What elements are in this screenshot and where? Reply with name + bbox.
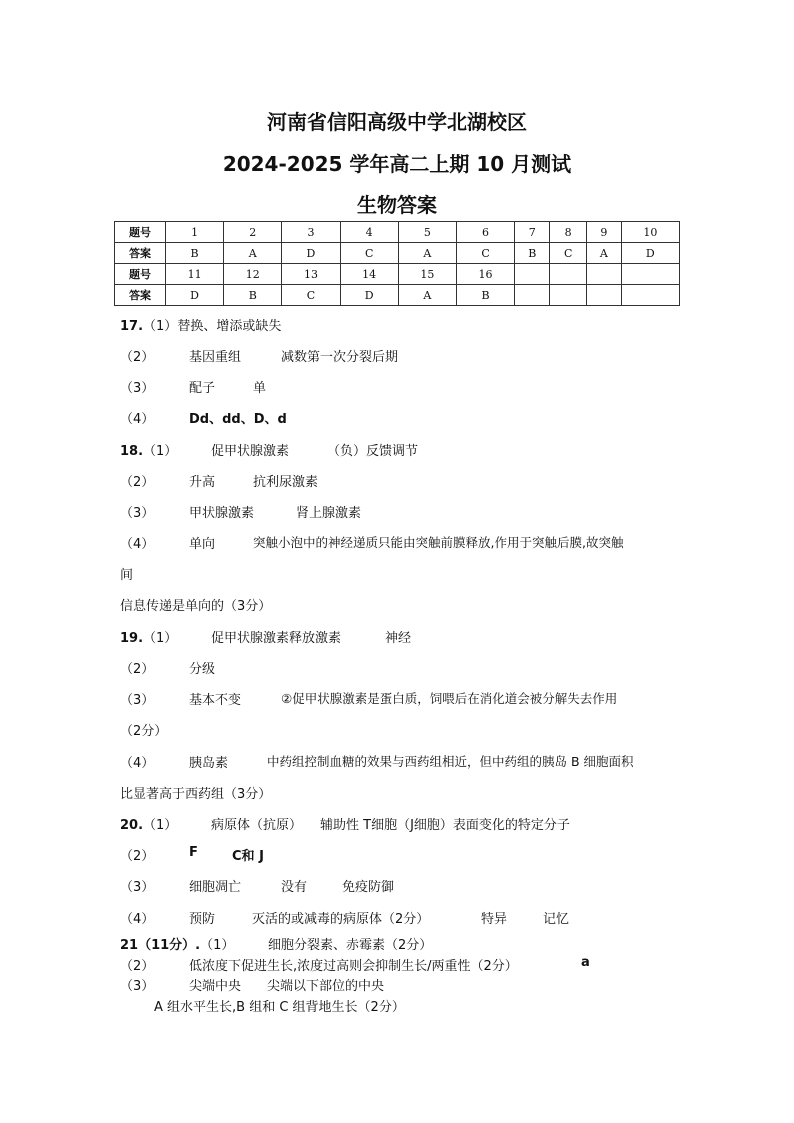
answer-text: 辅助性 T细胞（J细胞）表面变化的特定分子: [320, 818, 570, 833]
q21-part1: [120, 934, 433, 953]
answer-table: [114, 221, 680, 306]
table-cell: [550, 285, 587, 306]
part-label: （4）: [120, 537, 155, 552]
answer-text: C和 J: [232, 849, 264, 864]
table-row: [115, 243, 680, 264]
q20-part4: [120, 908, 570, 927]
table-cell: C: [456, 243, 514, 264]
row-label: 题号: [115, 264, 166, 285]
table-cell: 13: [282, 264, 340, 285]
table-cell: 16: [456, 264, 514, 285]
answer-text: 胰岛素: [189, 756, 229, 771]
q21-part2: [120, 955, 590, 974]
table-cell: 3: [282, 222, 340, 243]
answer-text: 基因重组: [189, 350, 242, 365]
table-cell: C: [282, 285, 340, 306]
q21-part3: [120, 975, 385, 994]
table-cell: [621, 285, 679, 306]
table-cell: 8: [550, 222, 587, 243]
part-label: （2）: [120, 350, 155, 365]
table-cell: 6: [456, 222, 514, 243]
part-label: （1）: [143, 631, 178, 646]
answer-text: 单: [253, 381, 267, 396]
answer-text: 肾上腺激素: [296, 506, 362, 521]
q21-number: 21（11分）.: [120, 938, 201, 953]
answer-text: 比显著高于西药组（3分）: [120, 787, 272, 802]
table-cell: 15: [398, 264, 456, 285]
part-label: （3）: [120, 880, 155, 895]
table-cell: B: [166, 243, 224, 264]
table-cell: 11: [166, 264, 224, 285]
table-cell: [586, 285, 621, 306]
answer-text: 细胞凋亡: [189, 880, 242, 895]
part-label: （4）: [120, 912, 155, 927]
table-cell: 9: [586, 222, 621, 243]
answer-text: 分级: [189, 662, 216, 677]
table-cell: B: [224, 285, 282, 306]
q18-part4: [120, 533, 624, 552]
row-label: 答案: [115, 243, 166, 264]
answer-text: 单向: [189, 537, 216, 552]
part-label: （1）: [200, 938, 235, 953]
answer-text: 灭活的或减毒的病原体（2分）: [252, 912, 430, 927]
part-label: （3）: [120, 693, 155, 708]
table-cell: A: [224, 243, 282, 264]
table-cell: 5: [398, 222, 456, 243]
row-label: 题号: [115, 222, 166, 243]
answer-text: 间: [120, 568, 134, 583]
table-cell: 2: [224, 222, 282, 243]
q19-part4: [120, 752, 634, 771]
table-cell: D: [621, 243, 679, 264]
table-cell: 12: [224, 264, 282, 285]
q20-part2: [120, 845, 264, 864]
row-label: 答案: [115, 285, 166, 306]
q17-number: 17.: [120, 319, 144, 334]
q19-part1: [120, 627, 412, 646]
table-cell: C: [550, 243, 587, 264]
q18-number: 18.: [120, 444, 144, 459]
answer-text: F: [189, 845, 198, 860]
q17-part1: [120, 315, 281, 334]
q20-number: 20.: [120, 818, 144, 833]
q18-part4-cont: [120, 564, 133, 583]
answer-text: 促甲状腺激素: [211, 444, 290, 459]
answer-text: a: [581, 955, 590, 970]
q19-part4-cont: [120, 783, 271, 802]
part-label: （2）: [120, 662, 155, 677]
answer-text: 细胞分裂素、赤霉素（2分）: [268, 938, 433, 953]
table-row: [115, 285, 680, 306]
part-label: （2）: [120, 959, 155, 974]
table-row: [115, 222, 680, 243]
answer-text: 升高: [189, 475, 216, 490]
answer-text: 抗利尿激素: [253, 475, 319, 490]
part-label: （1）: [143, 319, 178, 334]
table-row: [115, 264, 680, 285]
answer-text: 促甲状腺激素释放激素: [211, 631, 342, 646]
q17-part3: [120, 377, 267, 396]
table-cell: D: [282, 243, 340, 264]
q17-part2: [120, 346, 399, 365]
answer-text: （2分）: [120, 724, 168, 739]
table-cell: D: [340, 285, 398, 306]
q20-part3: [120, 876, 395, 895]
part-label: （1）: [143, 818, 178, 833]
answer-text: 尖端中央: [189, 979, 242, 994]
answer-text: 病原体（抗原）: [211, 818, 303, 833]
table-cell: [586, 264, 621, 285]
table-cell: A: [398, 243, 456, 264]
part-label: （3）: [120, 381, 155, 396]
table-cell: C: [340, 243, 398, 264]
table-cell: B: [515, 243, 550, 264]
part-label: （2）: [120, 475, 155, 490]
answer-text: 基本不变: [189, 693, 242, 708]
subject-title: 生物答案: [357, 193, 437, 217]
answer-text: 尖端以下部位的中央: [267, 979, 385, 994]
answer-text: 免疫防御: [342, 880, 395, 895]
part-label: （4）: [120, 756, 155, 771]
answer-text: 信息传递是单向的（3分）: [120, 599, 272, 614]
q19-part3-cont: [120, 720, 167, 739]
table-cell: [550, 264, 587, 285]
q19-number: 19.: [120, 631, 144, 646]
table-cell: 7: [515, 222, 550, 243]
q17-part4: [120, 408, 287, 427]
table-cell: A: [398, 285, 456, 306]
answer-text: 神经: [385, 631, 412, 646]
q18-part3: [120, 502, 362, 521]
answer-text: 预防: [189, 912, 216, 927]
q19-part3: [120, 689, 618, 708]
answer-text: 没有: [281, 880, 308, 895]
answer-text: 低浓度下促进生长,浓度过高则会抑制生长/两重性（2分）: [189, 959, 518, 974]
part-label: （3）: [120, 979, 155, 994]
answer-text: 中药组控制血糖的效果与西药组相近，但中药组的胰岛 B 细胞面积: [267, 754, 634, 769]
table-cell: B: [456, 285, 514, 306]
q18-part2: [120, 471, 319, 490]
answer-text: A 组水平生长,B 组和 C 组背地生长（2分）: [154, 1000, 405, 1015]
answer-text: 记忆: [543, 912, 570, 927]
table-cell: [621, 264, 679, 285]
table-cell: [515, 285, 550, 306]
answer-text: 替换、增添或缺失: [177, 319, 282, 334]
part-label: （4）: [120, 412, 155, 427]
answer-text: 甲状腺激素: [189, 506, 255, 521]
answer-text: 配子: [189, 381, 216, 396]
answer-text: ②促甲状腺激素是蛋白质，饲喂后在消化道会被分解失去作用: [281, 691, 618, 706]
table-cell: 14: [340, 264, 398, 285]
part-label: （3）: [120, 506, 155, 521]
part-label: （2）: [120, 849, 155, 864]
answer-text: 特异: [481, 912, 508, 927]
table-cell: A: [586, 243, 621, 264]
q18-part1: [120, 440, 419, 459]
answer-text: Dd、dd、D、d: [189, 412, 287, 427]
answer-text: 减数第一次分裂后期: [281, 350, 399, 365]
table-cell: 1: [166, 222, 224, 243]
q21-part3-cont: [154, 996, 405, 1015]
q18-part4-cont2: [120, 595, 271, 614]
table-cell: D: [166, 285, 224, 306]
table-cell: [515, 264, 550, 285]
answer-text: 突触小泡中的神经递质只能由突触前膜释放,作用于突触后膜,故突触: [253, 535, 624, 550]
q20-part1: [120, 814, 570, 833]
table-cell: 10: [621, 222, 679, 243]
school-title: 河南省信阳高级中学北湖校区: [267, 110, 527, 134]
part-label: （1）: [143, 444, 178, 459]
exam-title: 2024-2025 学年高二上期 10 月测试: [222, 152, 572, 176]
q19-part2: [120, 658, 216, 677]
answer-text: （负）反馈调节: [327, 444, 419, 459]
table-cell: 4: [340, 222, 398, 243]
